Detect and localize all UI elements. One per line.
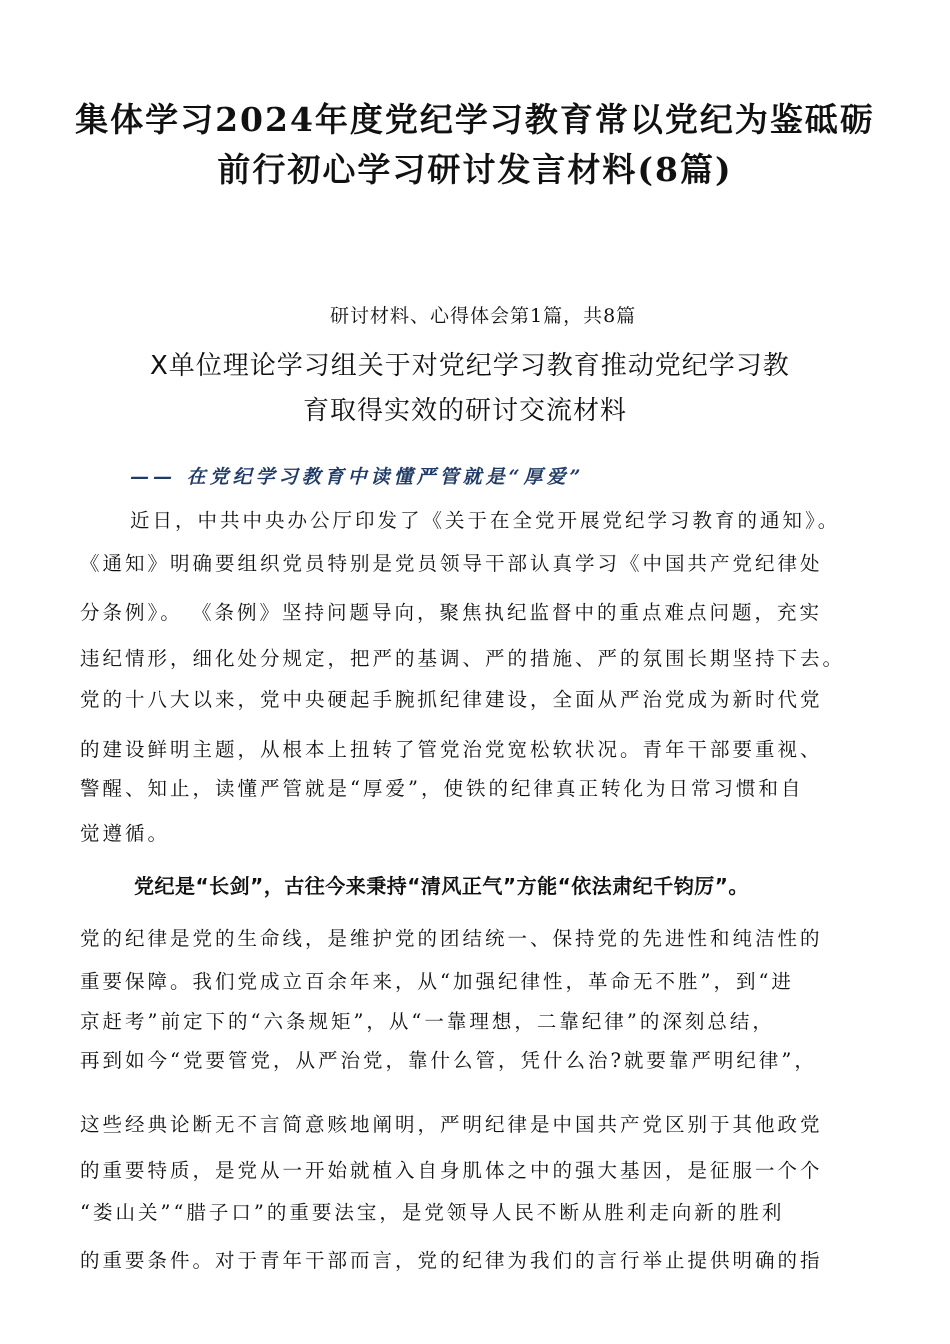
document-title-line-2: 前行初心学习研讨发言材料(8篇) [217, 150, 733, 189]
paragraph-line: 再到如今“党要管党，从严治党，靠什么管，凭什么治?就要靠严明纪律”， [80, 1049, 817, 1072]
paragraph-line: 重要保障。我们党成立百余年来，从“加强纪律性，革命无不胜”，到“进 [80, 970, 794, 993]
paragraph-line: 近日，中共中央办公厅印发了《关于在全党开展党纪学习教育的通知》。 [130, 509, 841, 532]
paragraph-line: 的重要特质，是党从一开始就植入自身肌体之中的强大基因，是征服一个个 [80, 1159, 823, 1182]
section-heading: 党纪是“长剑”，古往今来秉持“清风正气”方能“依法肃纪千钧厉”。 [134, 874, 749, 898]
paragraph-line: 分条例》。 《条例》坚持问题导向，聚焦执纪监督中的重点难点问题，充实 [80, 601, 822, 624]
article-title-line-1: X单位理论学习组关于对党纪学习教育推动党纪学习教 [150, 351, 790, 381]
paragraph-line: “娄山关”“腊子口”的重要法宝，是党领导人民不断从胜利走向新的胜利 [80, 1201, 785, 1224]
paragraph-line: 的重要条件。对于青年干部而言，党的纪律为我们的言行举止提供明确的指 [80, 1249, 823, 1272]
paragraph-line: 京赶考”前定下的“六条规矩”，从“一靠理想，二靠纪律”的深刻总结， [80, 1010, 775, 1033]
paragraph-line: 这些经典论断无不言简意赅地阐明，严明纪律是中国共产党区别于其他政党 [80, 1113, 823, 1136]
article-tagline: —— 在党纪学习教育中读懂严管就是“厚爱” [130, 466, 585, 488]
paragraph-line: 党的十八大以来，党中央硬起手腕抓纪律建设，全面从严治党成为新时代党 [80, 688, 823, 711]
paragraph-line: 党的纪律是党的生命线，是维护党的团结统一、保持党的先进性和纯洁性的 [80, 927, 823, 950]
article-index-label: 研讨材料、心得体会第1篇，共8篇 [330, 305, 637, 327]
article-title-line-2: 育取得实效的研讨交流材料 [303, 396, 628, 426]
paragraph-line: 的建设鲜明主题，从根本上扭转了管党治党宽松软状况。青年干部要重视、 [80, 738, 823, 761]
paragraph-line: 《通知》明确要组织党员特别是党员领导干部认真学习《中国共产党纪律处 [80, 552, 823, 575]
paragraph-line: 觉遵循。 [80, 822, 171, 845]
paragraph-line: 违纪情形，细化处分规定，把严的基调、严的措施、严的氛围长期坚持下去。 [80, 647, 846, 670]
paragraph-line: 警醒、知止，读懂严管就是“厚爱”，使铁的纪律真正转化为日常习惯和自 [80, 777, 804, 800]
document-title-line-1: 集体学习2024年度党纪学习教育常以党纪为鉴砥砺 [75, 100, 875, 139]
